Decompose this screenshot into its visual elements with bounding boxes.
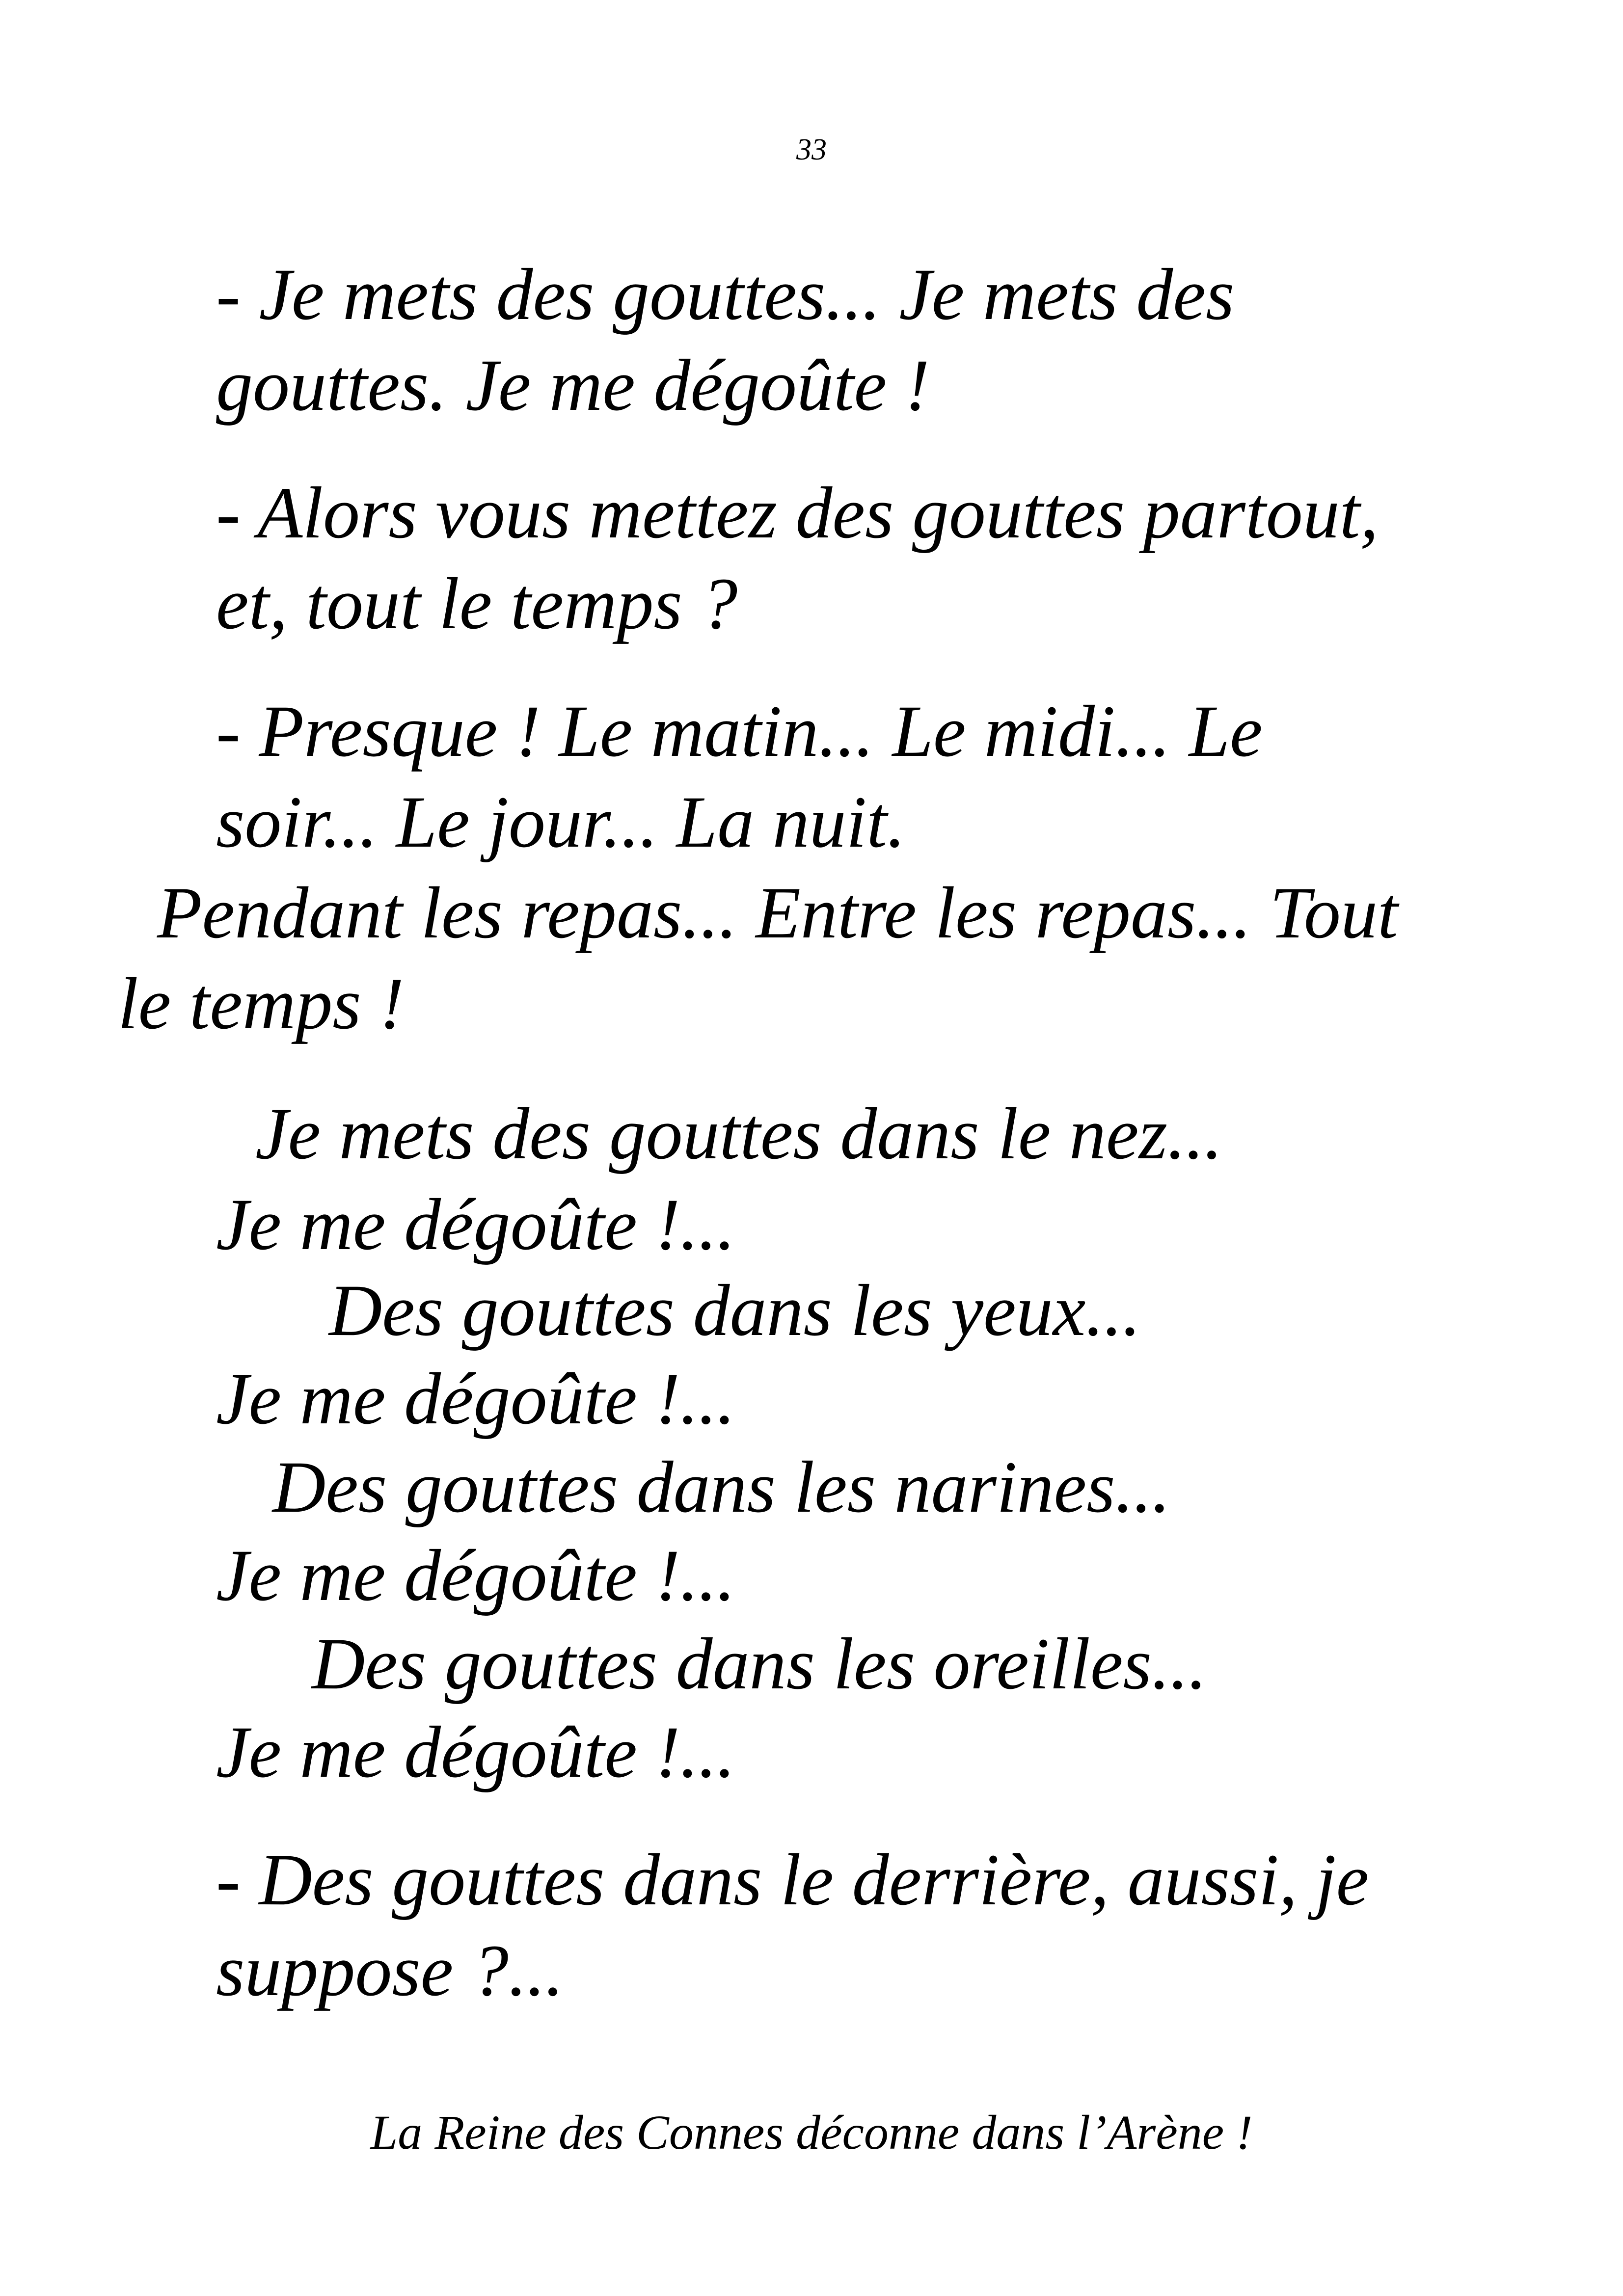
page-number: 33 bbox=[796, 133, 827, 166]
text-line: - Je mets des gouttes... Je mets des bbox=[216, 254, 1235, 335]
text-line: - Alors vous mettez des gouttes partout, bbox=[216, 472, 1379, 554]
text-line: - Presque ! Le matin... Le midi... Le bbox=[216, 691, 1263, 772]
text-line: Des gouttes dans les narines... bbox=[272, 1446, 1171, 1528]
text-line: Je me dégoûte !... bbox=[216, 1184, 735, 1265]
text-line: le temps ! bbox=[118, 963, 405, 1044]
running-footer: La Reine des Connes déconne dans l’Arène ! bbox=[370, 2105, 1253, 2160]
text-line: et, tout le temps ? bbox=[216, 563, 738, 644]
text-line: Je me dégoûte !... bbox=[216, 1711, 735, 1793]
text-line: Des gouttes dans les oreilles... bbox=[312, 1623, 1207, 1705]
text-line: Pendant les repas... Entre les repas... Tout bbox=[157, 872, 1398, 954]
text-line: Je mets des gouttes dans le nez... bbox=[255, 1093, 1223, 1175]
text-line: Je me dégoûte !... bbox=[216, 1535, 735, 1616]
text-line: soir... Le jour... La nuit. bbox=[216, 781, 906, 863]
text-line: Des gouttes dans les yeux... bbox=[329, 1270, 1141, 1351]
text-line: Je me dégoûte !... bbox=[216, 1358, 735, 1440]
text-line: gouttes. Je me dégoûte ! bbox=[216, 345, 930, 426]
text-line: suppose ?... bbox=[216, 1930, 564, 2011]
text-line: - Des gouttes dans le derrière, aussi, je bbox=[216, 1839, 1369, 1921]
